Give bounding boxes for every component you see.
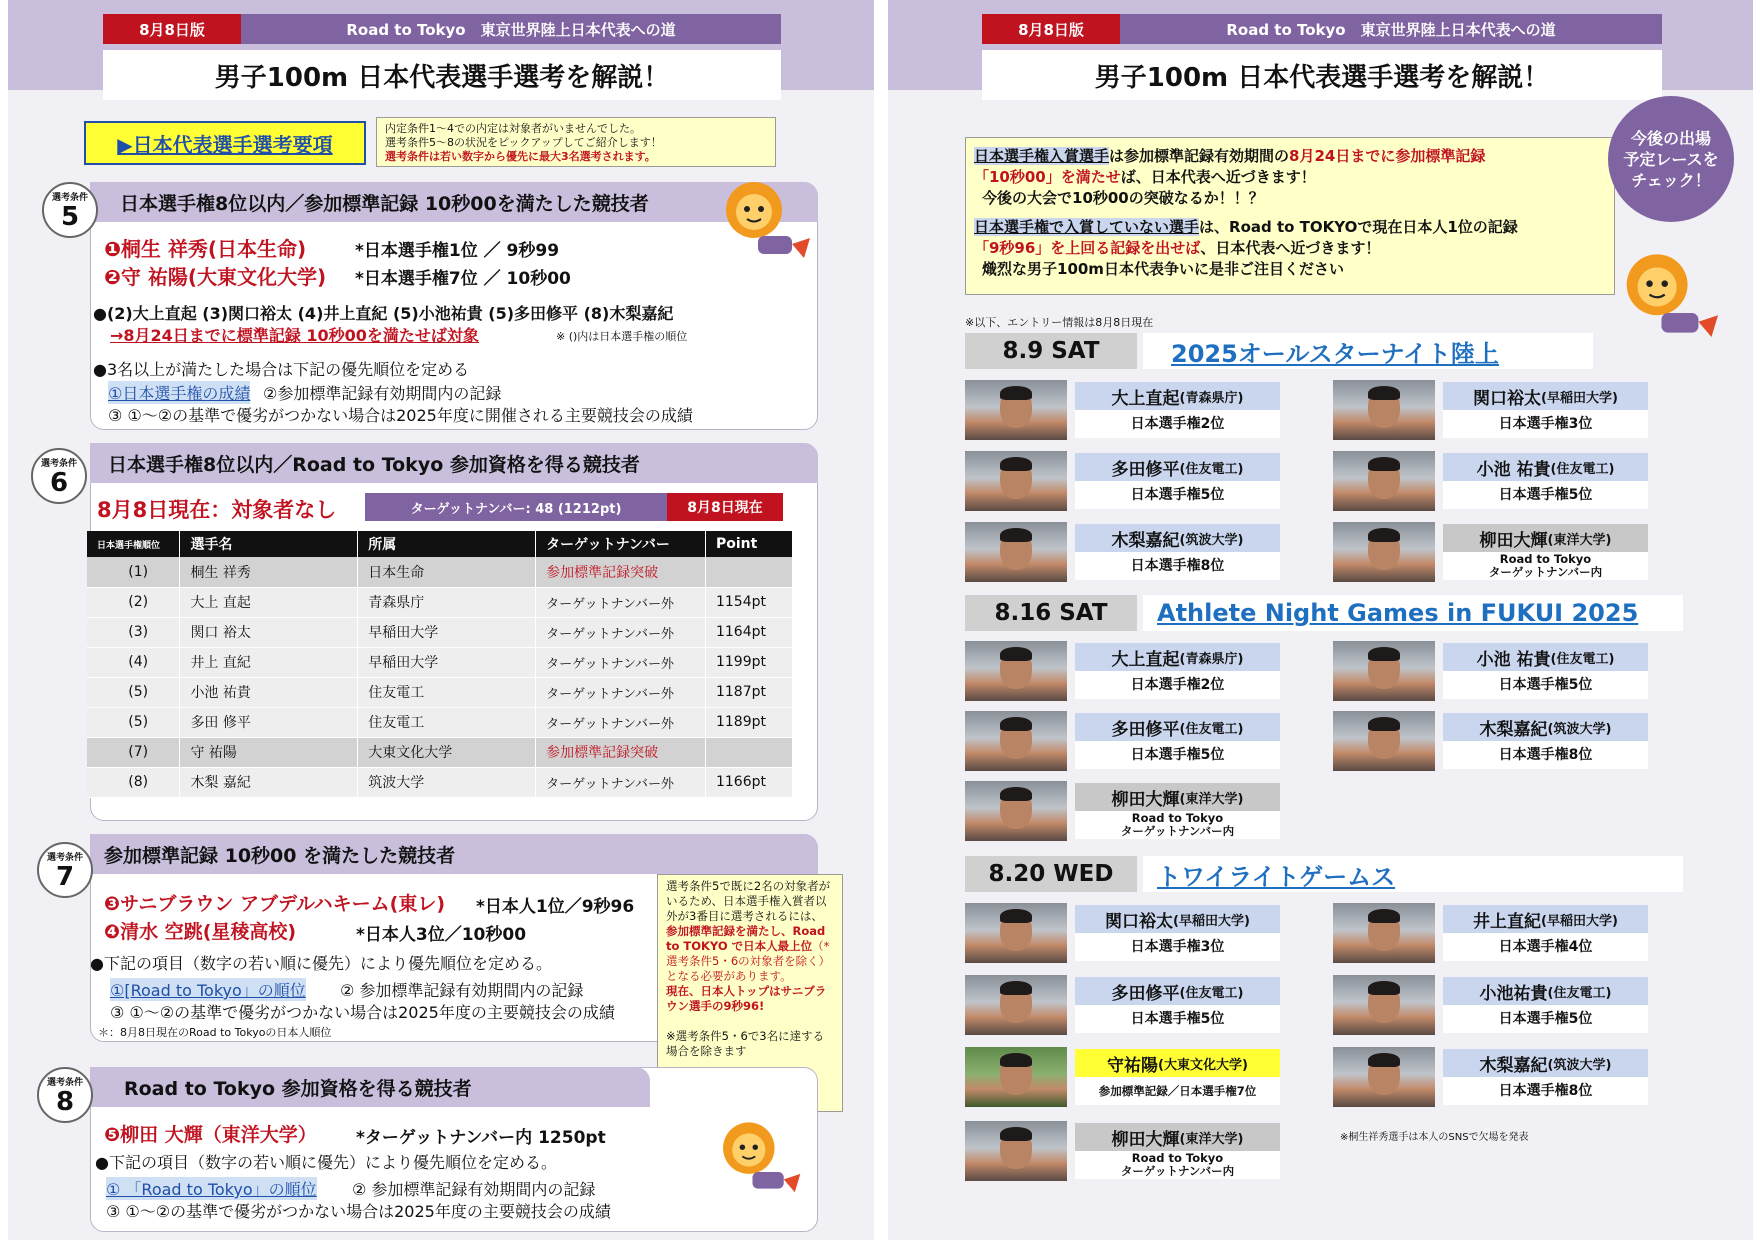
athlete-status: 日本選手権5位 [1075, 1005, 1280, 1033]
intro-line [974, 217, 1606, 238]
cell: ターゲットナンバー外 [536, 707, 706, 737]
lion-mascot-icon [714, 178, 814, 270]
badge-number: 7 [55, 862, 75, 892]
cell: 早稲田大学 [358, 617, 536, 647]
cell: 住友電工 [358, 677, 536, 707]
col-name: 選手名 [180, 531, 358, 557]
athlete-card [1333, 380, 1651, 440]
guide-callout [376, 117, 776, 167]
badge-label: 選考条件 [46, 853, 83, 863]
section-6-status: 8月8日現在：対象者なし [97, 498, 337, 522]
badge-number: 8 [55, 1087, 75, 1117]
athlete-photo [1333, 522, 1435, 582]
cell: (5) [87, 707, 180, 737]
footnote-7: ＊：8月8日現在のRoad to Tokyoの日本人順位 [98, 1026, 332, 1039]
callout-line: 選考条件5～8の状況をピックアップしてご紹介します！ [385, 136, 662, 149]
athlete-status: 日本選手権3位 [1443, 410, 1648, 438]
cell: 関口 裕太 [180, 617, 358, 647]
section-7-badge [37, 842, 93, 898]
athlete-status: 日本選手権4位 [1443, 933, 1648, 961]
cell: (8) [87, 767, 180, 797]
athlete-name: 小池 祐貴 (住友電工) [1443, 453, 1648, 481]
intro-box [965, 137, 1615, 295]
callout-text: （*選考条件5・6の対象者を除く）となる必要があります。 [666, 939, 831, 983]
cell: 青森県庁 [358, 587, 536, 617]
athlete-status: 参加標準記録／日本選手権7位 [1075, 1077, 1280, 1105]
section-5-badge [42, 182, 98, 238]
cell [705, 737, 792, 767]
cell: 守 祐陽 [180, 737, 358, 767]
athlete-4-note: *日本人3位／10秒00 [356, 925, 527, 945]
deadline-note: →8月24日までに標準記録 10秒00を満たせば対象 [110, 326, 479, 345]
cell: 早稲田大学 [358, 647, 536, 677]
athlete-card [965, 380, 1283, 440]
priority-1: ①[Road to Tokyo」の順位 [110, 978, 306, 1001]
athlete-5: ❺柳田 大輝（東洋大学） [104, 1124, 317, 1146]
table-row [87, 767, 793, 797]
col-point: Point [705, 531, 792, 557]
guide-button[interactable]: ▶日本代表選手選考要項 [84, 121, 366, 165]
cell: (2) [87, 587, 180, 617]
athlete-status: 日本選手権2位 [1075, 671, 1280, 699]
athlete-card [1333, 711, 1651, 771]
athlete-photo [1333, 451, 1435, 511]
athlete-card [1333, 451, 1651, 511]
athlete-card [1333, 1047, 1651, 1107]
table-row [87, 647, 793, 677]
badge-label: 選考条件 [46, 1078, 83, 1088]
cell: (4) [87, 647, 180, 677]
athlete-name: 木梨嘉紀 (筑波大学) [1075, 524, 1280, 552]
athlete-1: ❶桐生 祥秀(日本生命) [104, 237, 307, 261]
badge-label: 選考条件 [51, 193, 88, 203]
athlete-card [965, 781, 1283, 841]
athlete-photo [965, 781, 1067, 841]
athlete-3-note: *日本人1位／9秒96 [476, 897, 635, 917]
event-title-link[interactable]: Athlete Night Games in FUKUI 2025 [1143, 595, 1683, 631]
athlete-status: 日本選手権5位 [1075, 741, 1280, 769]
callout-line: 選考条件は若い数字から優先に最大3名選考されます。 [385, 150, 656, 163]
event-title-link[interactable]: 2025オールスターナイト陸上 [1143, 333, 1593, 369]
cell: 日本生命 [358, 557, 536, 587]
athlete-name: 小池 祐貴 (住友電工) [1443, 643, 1648, 671]
road-banner: Road to Tokyo 東京世界陸上日本代表への道 [241, 14, 781, 44]
athlete-card [965, 975, 1283, 1035]
cell: ターゲットナンバー外 [536, 767, 706, 797]
cell: (5) [87, 677, 180, 707]
event-title-link[interactable]: トワイライトゲームス [1143, 856, 1683, 892]
athlete-card [1333, 522, 1651, 582]
event-date: 8.20 WED [965, 856, 1137, 892]
athlete-status: 日本選手権8位 [1075, 552, 1280, 580]
rule-5: ●3名以上が満たした場合は下記の優先順位を定める [93, 360, 470, 379]
section-5-title: 日本選手権8位以内／参加標準記録 10秒00を満たした競技者 [120, 192, 649, 215]
cell: ターゲットナンバー外 [536, 677, 706, 707]
cell: 大上 直起 [180, 587, 358, 617]
kiryu-note: ※桐生祥秀選手は本人のSNSで欠場を発表 [1340, 1132, 1529, 1143]
athlete-name: 多田修平 (住友電工) [1075, 977, 1280, 1005]
cell: 井上 直紀 [180, 647, 358, 677]
athlete-photo [1333, 711, 1435, 771]
intro-text: 「10秒00」を満たせ [974, 168, 1121, 186]
intro-text: は参加標準記録有効期間の [1109, 147, 1290, 165]
athlete-card [965, 1047, 1283, 1107]
section-5-bar [90, 182, 818, 222]
paren-note: ※ ()内は日本選手権の順位 [556, 330, 688, 343]
athlete-card [1333, 641, 1651, 701]
cell: 小池 祐貴 [180, 677, 358, 707]
athlete-status: 日本選手権8位 [1443, 1077, 1648, 1105]
athlete-status: 日本選手権5位 [1075, 481, 1280, 509]
page-title: 男子100m 日本代表選手選考を解説！ [103, 50, 781, 100]
cell: 1189pt [705, 707, 792, 737]
priority-3: ③ ①～②の基準で優劣がつかない場合は2025年度の主要競技会の成績 [106, 1202, 611, 1221]
athlete-name: 多田修平 (住友電工) [1075, 713, 1280, 741]
athlete-5-note: *ターゲットナンバー内 1250pt [356, 1128, 606, 1148]
badge-label: 選考条件 [40, 459, 77, 469]
intro-text: 日本選手権で入賞していない選手 [974, 218, 1200, 236]
athlete-photo [965, 1121, 1067, 1181]
other-athletes: ●(2)大上直起 (3)関口裕太 (4)井上直紀 (5)小池祐貴 (5)多田修平 (8)木梨嘉紀 [93, 304, 674, 323]
intro-line [974, 146, 1606, 167]
athlete-name: 木梨嘉紀 (筑波大学) [1443, 1049, 1648, 1077]
athlete-status: 日本選手権5位 [1443, 1005, 1648, 1033]
table-row [87, 737, 793, 767]
athlete-card [965, 1121, 1283, 1181]
athlete-status: 日本選手権5位 [1443, 481, 1648, 509]
athlete-photo [965, 451, 1067, 511]
section-6-badge [31, 448, 87, 504]
athlete-photo [965, 380, 1067, 440]
table-row [87, 557, 793, 587]
callout-text: 現在、日本人トップはサニブラウン選手の9秒96! [666, 984, 827, 1013]
athlete-status: Road to Tokyo ターゲットナンバー内 [1075, 1151, 1280, 1179]
intro-text: ば、日本代表へ近づきます！ [1120, 168, 1316, 186]
priority-2: ② 参加標準記録有効期間内の記録 [340, 981, 584, 1000]
table-row [87, 677, 793, 707]
athlete-status: 日本選手権2位 [1075, 410, 1280, 438]
section-6-title: 日本選手権8位以内／Road to Tokyo 参加資格を得る競技者 [108, 453, 640, 476]
cell: ターゲットナンバー外 [536, 617, 706, 647]
athlete-name: 多田修平 (住友電工) [1075, 453, 1280, 481]
intro-text: 、日本代表へ近づきます！ [1200, 239, 1381, 257]
cell: 1187pt [705, 677, 792, 707]
cell: (3) [87, 617, 180, 647]
cell: 1164pt [705, 617, 792, 647]
table-row [87, 617, 793, 647]
athlete-status: 日本選手権5位 [1443, 671, 1648, 699]
asof-badge: 8月8日現在 [667, 493, 783, 521]
athlete-name: 小池祐貴 (住友電工) [1443, 977, 1648, 1005]
table-header [87, 531, 793, 557]
athlete-photo [1333, 1047, 1435, 1107]
intro-text: は、Road to TOKYOで現在日本人1位の記録 [1199, 218, 1518, 236]
priority-2: ②参加標準記録有効期間内の記録 [263, 384, 502, 403]
priority-3: ③ ①～②の基準で優劣がつかない場合は2025年度に開催される主要競技会の成績 [108, 406, 693, 425]
athlete-photo [1333, 903, 1435, 963]
athlete-status: Road to Tokyo ターゲットナンバー内 [1075, 811, 1280, 839]
athlete-status: 日本選手権3位 [1075, 933, 1280, 961]
cell: 参加標準記録突破 [536, 557, 706, 587]
athlete-1-note: *日本選手権1位 ／ 9秒99 [355, 241, 560, 261]
ranking-table [87, 531, 793, 798]
athlete-4: ❹清水 空跳(星稜高校) [104, 921, 297, 943]
athlete-name: 木梨嘉紀 (筑波大学) [1443, 713, 1648, 741]
cell: 参加標準記録突破 [536, 737, 706, 767]
athlete-photo [965, 522, 1067, 582]
athlete-name: 大上直起 (青森県庁) [1075, 382, 1280, 410]
intro-text: 8月24日までに参加標準記録 [1289, 147, 1486, 165]
cell: 1166pt [705, 767, 792, 797]
athlete-name: 柳田大輝 (東洋大学) [1443, 524, 1648, 552]
cell: ターゲットナンバー外 [536, 647, 706, 677]
section-8-title: Road to Tokyo 参加資格を得る競技者 [124, 1077, 472, 1100]
athlete-photo [965, 975, 1067, 1035]
section-6-bar [90, 443, 818, 483]
section-8-bar [90, 1067, 650, 1107]
athlete-photo [965, 1047, 1067, 1107]
athlete-name: 関口裕太 (早稲田大学) [1443, 382, 1648, 410]
cell [705, 557, 792, 587]
intro-text: 「9秒96」を上回る記録を出せば [974, 239, 1201, 257]
intro-line [974, 238, 1606, 259]
priority-1: ①日本選手権の成績 [108, 381, 250, 404]
road-banner: Road to Tokyo 東京世界陸上日本代表への道 [1120, 14, 1662, 44]
athlete-card [965, 522, 1283, 582]
athlete-card [965, 641, 1283, 701]
table-row [87, 587, 793, 617]
athlete-name: 守祐陽 (大東文化大学) [1075, 1049, 1280, 1077]
section-7-bar [90, 834, 818, 874]
intro-text: 日本選手権入賞選手 [974, 147, 1110, 165]
cell: ターゲットナンバー外 [536, 587, 706, 617]
cell: 1199pt [705, 647, 792, 677]
cell: 木梨 嘉紀 [180, 767, 358, 797]
cell: 1154pt [705, 587, 792, 617]
cell: (7) [87, 737, 180, 767]
athlete-card [965, 711, 1283, 771]
col-rank: 日本選手権順位 [87, 531, 180, 557]
intro-line [974, 167, 1606, 188]
target-number-badge: ターゲットナンバー: 48 (1212pt) [365, 493, 667, 521]
athlete-3: ❸サニブラウン アブデルハキーム(東レ) [104, 893, 446, 915]
priority-1: ① 「Road to Tokyo」の順位 [106, 1177, 317, 1200]
cell: (1) [87, 557, 180, 587]
edition-badge: 8月8日版 [982, 14, 1120, 44]
callout-text: 参加標準記録を満たし、Road to TOKYO で日本人最上位 [666, 924, 826, 953]
table-row [87, 707, 793, 737]
col-team: 所属 [358, 531, 536, 557]
athlete-card [965, 451, 1283, 511]
athlete-name: 柳田大輝 (東洋大学) [1075, 1123, 1280, 1151]
badge-number: 6 [49, 468, 69, 498]
intro-line: 熾烈な男子100m日本代表争いに是非ご注目ください [982, 260, 1344, 278]
rule-8: ●下記の項目（数字の若い順に優先）により優先順位を定める。 [95, 1153, 557, 1172]
callout-text: 選考条件5で既に2名の対象者がいるため、日本選手権入賞者以外が3番目に選考されるには、 [666, 879, 831, 923]
athlete-2: ❷守 祐陽(大東文化大学) [104, 265, 327, 289]
col-target: ターゲットナンバー [536, 531, 706, 557]
badge-number: 5 [60, 202, 80, 232]
cell: 筑波大学 [358, 767, 536, 797]
cell: 住友電工 [358, 707, 536, 737]
athlete-photo [965, 903, 1067, 963]
cell: 大東文化大学 [358, 737, 536, 767]
priority-3: ③ ①～②の基準で優劣がつかない場合は2025年度の主要競技会の成績 [110, 1003, 615, 1022]
athlete-photo [965, 641, 1067, 701]
section-7-title: 参加標準記録 10秒00 を満たした競技者 [104, 844, 456, 867]
cell: 多田 修平 [180, 707, 358, 737]
lion-mascot-icon [712, 1115, 804, 1207]
callout-line: 内定条件1～4での内定は対象者がいませんでした。 [385, 122, 641, 135]
athlete-card [1333, 903, 1651, 963]
event-date: 8.9 SAT [965, 333, 1137, 369]
athlete-status: Road to Tokyo ターゲットナンバー内 [1443, 552, 1648, 580]
edition-badge: 8月8日版 [103, 14, 241, 44]
athlete-photo [965, 711, 1067, 771]
callout-text: ※選考条件5・6で3名に達する場合を除きます [666, 1029, 825, 1058]
athlete-photo [1333, 975, 1435, 1035]
section-8-badge [37, 1067, 93, 1123]
rule-7: ●下記の項目（数字の若い順に優先）により優先順位を定める。 [90, 954, 552, 973]
lion-mascot-icon [1608, 250, 1728, 350]
athlete-photo [1333, 380, 1435, 440]
event-date: 8.16 SAT [965, 595, 1137, 631]
athlete-photo [1333, 641, 1435, 701]
athlete-2-note: *日本選手権7位 ／ 10秒00 [355, 269, 571, 289]
athlete-card [965, 903, 1283, 963]
athlete-card [1333, 975, 1651, 1035]
page-title: 男子100m 日本代表選手選考を解説！ [982, 50, 1662, 100]
athlete-name: 柳田大輝 (東洋大学) [1075, 783, 1280, 811]
athlete-name: 大上直起 (青森県庁) [1075, 643, 1280, 671]
check-bubble: 今後の出場 予定レースを チェック！ [1608, 96, 1734, 222]
cell: 桐生 祥秀 [180, 557, 358, 587]
athlete-name: 井上直紀 (早稲田大学) [1443, 905, 1648, 933]
entry-note: ※以下、エントリー情報は8月8日現在 [965, 316, 1154, 329]
intro-line: 今後の大会で10秒00の突破なるか！！？ [982, 189, 1264, 207]
priority-2: ② 参加標準記録有効期間内の記録 [352, 1180, 596, 1199]
athlete-name: 関口裕太 (早稲田大学) [1075, 905, 1280, 933]
athlete-status: 日本選手権8位 [1443, 741, 1648, 769]
